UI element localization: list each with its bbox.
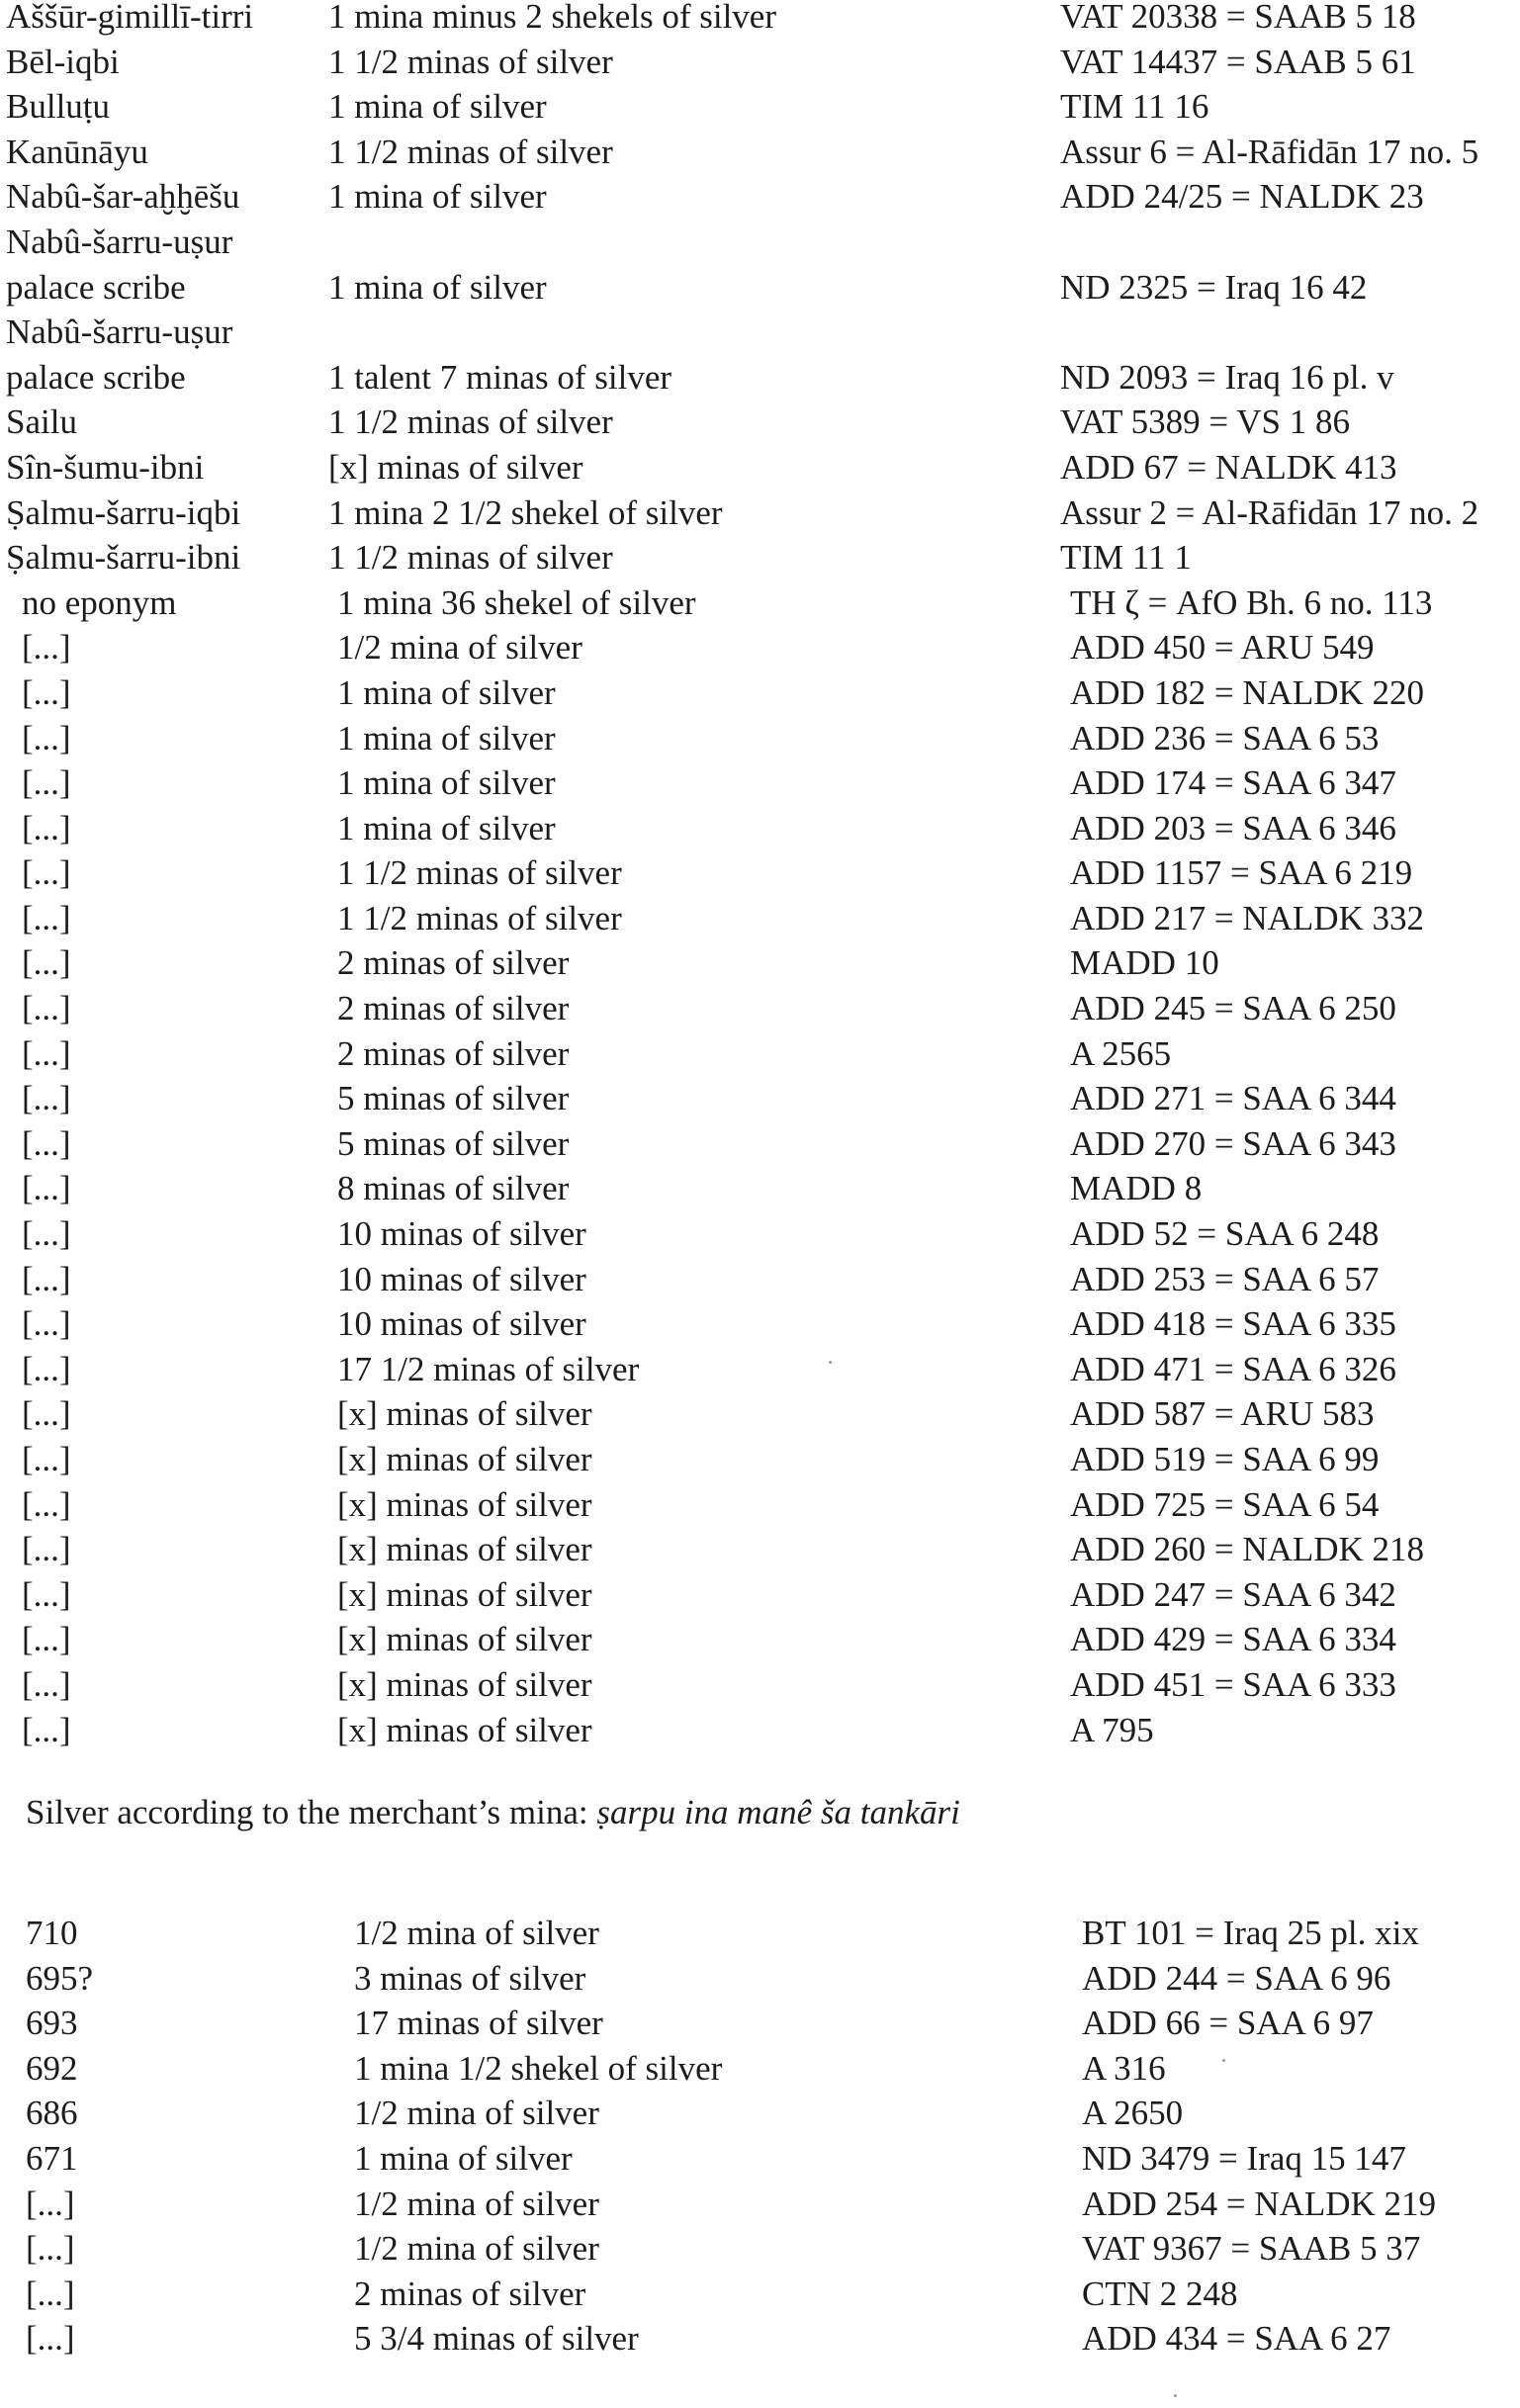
text-reference-cell: ADD 271 = SAA 6 344	[1070, 1079, 1396, 1118]
text-reference-cell: MADD 10	[1070, 943, 1219, 983]
amount-cell: [x] minas of silver	[337, 1394, 592, 1434]
eponym-cell: [...]	[22, 898, 71, 937]
text-reference-cell: ND 2093 = Iraq 16 pl. v	[1060, 357, 1394, 397]
amount-cell: 17 minas of silver	[354, 2004, 603, 2043]
table-row	[0, 40, 1520, 85]
amount-cell: 1 mina minus 2 shekels of silver	[328, 0, 777, 36]
eponym-cell: [...]	[22, 1079, 71, 1118]
table-row	[0, 2046, 1520, 2092]
table-row	[0, 491, 1520, 536]
eponym-cell: [...]	[22, 1259, 71, 1298]
amount-cell: 1 mina of silver	[328, 177, 547, 217]
eponym-cell: Sîn-šumu-ibni	[6, 447, 205, 487]
text-reference-cell: VAT 9367 = SAAB 5 37	[1082, 2229, 1421, 2269]
amount-cell: 1 mina of silver	[337, 672, 556, 712]
eponym-cell: [...]	[22, 672, 71, 712]
eponym-cell: [...]	[22, 989, 71, 1028]
table-row	[0, 2226, 1520, 2272]
eponym-cell: [...]	[22, 1484, 71, 1524]
table-row	[0, 580, 1520, 626]
amount-cell: 1 1/2 minas of silver	[328, 402, 613, 442]
table-row	[0, 445, 1520, 491]
eponym-cell: palace scribe	[6, 267, 186, 307]
amount-cell: 17 1/2 minas of silver	[337, 1349, 640, 1388]
table-row	[0, 400, 1520, 445]
eponym-cell: 710	[26, 1914, 78, 1952]
table-row	[0, 1257, 1520, 1302]
amount-cell: 1 1/2 minas of silver	[337, 898, 622, 937]
amount-cell: 1/2 mina of silver	[354, 2094, 599, 2133]
table-row	[0, 0, 1520, 40]
amount-cell: [x] minas of silver	[337, 1484, 592, 1524]
amount-cell: 1 1/2 minas of silver	[328, 538, 613, 578]
table-row	[0, 2316, 1520, 2362]
table-row	[0, 1166, 1520, 1211]
text-reference-cell: ADD 429 = SAA 6 334	[1070, 1620, 1396, 1659]
table-row	[0, 1572, 1520, 1618]
eponym-cell: [...]	[22, 1620, 71, 1659]
scan-speck	[829, 1361, 832, 1364]
text-reference-cell: ADD 270 = SAA 6 343	[1070, 1123, 1396, 1163]
table-row	[0, 2182, 1520, 2227]
scan-speck	[1174, 2394, 1177, 2397]
table-row	[0, 1662, 1520, 1708]
table-row	[0, 84, 1520, 130]
amount-cell: 1 mina 2 1/2 shekel of silver	[328, 492, 723, 532]
table-row	[0, 850, 1520, 896]
table-row	[0, 1911, 1520, 1956]
table-row	[0, 716, 1520, 761]
amount-cell: 1 1/2 minas of silver	[337, 853, 622, 893]
eponym-cell: [...]	[22, 1304, 71, 1344]
text-reference-cell: ADD 1157 = SAA 6 219	[1070, 853, 1413, 893]
table-row	[0, 625, 1520, 670]
eponym-cell: no eponym	[22, 582, 177, 622]
amount-cell: 1 1/2 minas of silver	[328, 132, 613, 171]
amount-cell: [x] minas of silver	[328, 447, 583, 487]
text-reference-cell: ADD 253 = SAA 6 57	[1070, 1259, 1380, 1298]
amount-cell: 1/2 mina of silver	[354, 1914, 599, 1952]
scan-speck	[1222, 2059, 1225, 2062]
amount-cell: [x] minas of silver	[337, 1530, 592, 1569]
table-row	[0, 265, 1520, 311]
eponym-cell: [...]	[22, 943, 71, 983]
eponym-cell: Ṣalmu-šarru-ibni	[6, 538, 241, 578]
text-reference-cell: ADD 450 = ARU 549	[1070, 628, 1375, 668]
amount-cell: [x] minas of silver	[337, 1620, 592, 1659]
eponym-cell: 695?	[26, 1958, 94, 1998]
eponym-cell: [...]	[22, 1440, 71, 1478]
text-reference-cell: ADD 67 = NALDK 413	[1060, 447, 1397, 487]
eponym-cell: [...]	[26, 2184, 75, 2223]
table-row	[0, 310, 1520, 355]
eponym-cell: Bulluṭu	[6, 87, 111, 127]
amount-cell: 5 minas of silver	[337, 1123, 570, 1163]
section-heading	[26, 1790, 960, 1835]
amount-cell: 1 mina of silver	[328, 87, 547, 127]
amount-cell: 10 minas of silver	[337, 1259, 586, 1298]
table-row	[0, 1211, 1520, 1257]
table-row	[0, 1482, 1520, 1528]
eponym-cell: [...]	[22, 1123, 71, 1163]
text-reference-cell: ADD 236 = SAA 6 53	[1070, 718, 1380, 758]
table-row	[0, 130, 1520, 175]
text-reference-cell: TH ζ = AfO Bh. 6 no. 113	[1070, 582, 1433, 622]
table-row	[0, 1031, 1520, 1077]
table-row	[0, 1347, 1520, 1392]
text-reference-cell: ADD 519 = SAA 6 99	[1070, 1440, 1380, 1478]
text-reference-cell: ADD 471 = SAA 6 326	[1070, 1349, 1396, 1388]
table-row	[0, 806, 1520, 851]
text-reference-cell: ADD 725 = SAA 6 54	[1070, 1484, 1380, 1524]
amount-cell: 1/2 mina of silver	[354, 2229, 599, 2269]
eponym-cell: Kanūnāyu	[6, 132, 148, 171]
eponym-cell: 671	[26, 2138, 78, 2178]
amount-cell: 2 minas of silver	[337, 1033, 570, 1073]
eponym-cell: [...]	[22, 1710, 71, 1749]
amount-cell: [x] minas of silver	[337, 1664, 592, 1704]
eponym-cell: 686	[26, 2094, 78, 2133]
text-reference-cell: ADD 182 = NALDK 220	[1070, 672, 1425, 712]
amount-cell: 1 mina 36 shekel of silver	[337, 582, 696, 622]
text-reference-cell: Assur 2 = Al-Rāfidān 17 no. 2	[1060, 492, 1479, 532]
text-reference-cell: ADD 247 = SAA 6 342	[1070, 1574, 1396, 1614]
amount-cell: 2 minas of silver	[354, 2274, 586, 2313]
text-reference-cell: ND 3479 = Iraq 15 147	[1082, 2138, 1406, 2178]
amount-cell: 3 minas of silver	[354, 1958, 586, 1998]
amount-cell: 10 minas of silver	[337, 1304, 586, 1344]
text-reference-cell: TIM 11 16	[1060, 87, 1209, 127]
eponym-cell: [...]	[26, 2319, 75, 2359]
table-row	[0, 1527, 1520, 1572]
amount-cell: 1/2 mina of silver	[337, 628, 582, 668]
eponym-cell: palace scribe	[6, 357, 186, 397]
text-reference-cell: A 2650	[1082, 2094, 1184, 2133]
text-reference-cell: ADD 244 = SAA 6 96	[1082, 1958, 1391, 1998]
table-row	[0, 896, 1520, 941]
text-reference-cell: VAT 20338 = SAAB 5 18	[1060, 0, 1416, 36]
table-row	[0, 174, 1520, 220]
text-reference-cell: ADD 174 = SAA 6 347	[1070, 763, 1396, 803]
table-row	[0, 1391, 1520, 1437]
eponym-cell: [...]	[22, 628, 71, 668]
eponym-cell: Nabû-šarru-uṣur	[6, 222, 233, 261]
eponym-cell: [...]	[22, 1664, 71, 1704]
amount-cell: 5 minas of silver	[337, 1079, 570, 1118]
text-reference-cell: MADD 8	[1070, 1169, 1203, 1208]
section-heading-phrase: ṣarpu ina manê ša tankāri	[596, 1793, 960, 1831]
amount-cell: 1 talent 7 minas of silver	[328, 357, 672, 397]
table-row	[0, 940, 1520, 986]
table-row	[0, 1956, 1520, 2002]
amount-cell: [x] minas of silver	[337, 1574, 592, 1614]
eponym-cell: [...]	[22, 763, 71, 803]
eponym-cell: [...]	[22, 1349, 71, 1388]
text-reference-cell: VAT 5389 = VS 1 86	[1060, 402, 1351, 442]
text-reference-cell: CTN 2 248	[1082, 2274, 1238, 2313]
text-reference-cell: A 316	[1082, 2048, 1166, 2088]
table-row	[0, 986, 1520, 1031]
eponym-cell: [...]	[22, 1574, 71, 1614]
text-reference-cell: ND 2325 = Iraq 16 42	[1060, 267, 1368, 307]
eponym-cell: 692	[26, 2048, 78, 2088]
eponym-cell: Ṣalmu-šarru-iqbi	[6, 492, 241, 532]
table-row	[0, 2136, 1520, 2182]
text-reference-cell: ADD 245 = SAA 6 250	[1070, 989, 1396, 1028]
text-reference-cell: ADD 451 = SAA 6 333	[1070, 1664, 1396, 1704]
amount-cell: 1 1/2 minas of silver	[328, 42, 613, 81]
amount-cell: 1 mina of silver	[354, 2138, 573, 2178]
text-reference-cell: ADD 217 = NALDK 332	[1070, 898, 1425, 937]
eponym-cell: [...]	[22, 1033, 71, 1073]
loan-table-merchant-mina	[0, 1911, 1520, 2362]
text-reference-cell: Assur 6 = Al-Rāfidān 17 no. 5	[1060, 132, 1479, 171]
text-reference-cell: ADD 66 = SAA 6 97	[1082, 2004, 1374, 2043]
text-reference-cell: ADD 418 = SAA 6 335	[1070, 1304, 1396, 1344]
eponym-cell: [...]	[26, 2274, 75, 2313]
text-reference-cell: TIM 11 1	[1060, 538, 1192, 578]
eponym-cell: 693	[26, 2004, 78, 2043]
table-row	[0, 1301, 1520, 1347]
text-reference-cell: ADD 587 = ARU 583	[1070, 1394, 1375, 1434]
table-row	[0, 1617, 1520, 1662]
eponym-cell: [...]	[22, 1530, 71, 1569]
text-reference-cell: BT 101 = Iraq 25 pl. xix	[1082, 1914, 1419, 1952]
table-row	[0, 1437, 1520, 1482]
text-reference-cell: ADD 260 = NALDK 218	[1070, 1530, 1425, 1569]
eponym-cell: [...]	[22, 718, 71, 758]
amount-cell: 1 mina 1/2 shekel of silver	[354, 2048, 723, 2088]
table-row	[0, 220, 1520, 265]
eponym-cell: [...]	[22, 853, 71, 893]
eponym-cell: Aššūr-gimillī-tirri	[6, 0, 254, 36]
amount-cell: 8 minas of silver	[337, 1169, 570, 1208]
eponym-cell: Nabû-šarru-uṣur	[6, 312, 233, 352]
eponym-cell: Bēl-iqbi	[6, 42, 120, 81]
amount-cell: 1 mina of silver	[337, 808, 556, 847]
table-row	[0, 2091, 1520, 2136]
text-reference-cell: ADD 254 = NALDK 219	[1082, 2184, 1437, 2223]
amount-cell: 5 3/4 minas of silver	[354, 2319, 639, 2359]
text-reference-cell: A 795	[1070, 1710, 1154, 1749]
amount-cell: [x] minas of silver	[337, 1440, 592, 1478]
text-reference-cell: A 2565	[1070, 1033, 1172, 1073]
amount-cell: 1 mina of silver	[328, 267, 547, 307]
eponym-cell: Sailu	[6, 402, 77, 442]
eponym-cell: [...]	[22, 808, 71, 847]
amount-cell: [x] minas of silver	[337, 1710, 592, 1749]
eponym-cell: [...]	[22, 1169, 71, 1208]
text-reference-cell: ADD 434 = SAA 6 27	[1082, 2319, 1391, 2359]
table-row	[0, 1076, 1520, 1121]
table-row	[0, 2272, 1520, 2317]
text-reference-cell: ADD 24/25 = NALDK 23	[1060, 177, 1424, 217]
text-reference-cell: ADD 203 = SAA 6 346	[1070, 808, 1396, 847]
table-row	[0, 535, 1520, 580]
table-row	[0, 355, 1520, 401]
amount-cell: 1 mina of silver	[337, 763, 556, 803]
amount-cell: 2 minas of silver	[337, 989, 570, 1028]
eponym-cell: [...]	[22, 1214, 71, 1254]
table-row	[0, 670, 1520, 716]
eponym-cell: [...]	[22, 1394, 71, 1434]
section-heading-prefix: Silver according to the merchant’s mina:	[26, 1793, 597, 1831]
table-row	[0, 1708, 1520, 1753]
amount-cell: 1 mina of silver	[337, 718, 556, 758]
eponym-cell: Nabû-šar-aḫḫēšu	[6, 177, 240, 217]
amount-cell: 10 minas of silver	[337, 1214, 586, 1254]
table-row	[0, 2001, 1520, 2046]
table-row	[0, 760, 1520, 806]
eponym-cell: [...]	[26, 2229, 75, 2269]
text-reference-cell: ADD 52 = SAA 6 248	[1070, 1214, 1380, 1254]
table-row	[0, 1121, 1520, 1167]
text-reference-cell: VAT 14437 = SAAB 5 61	[1060, 42, 1416, 81]
amount-cell: 2 minas of silver	[337, 943, 570, 983]
amount-cell: 1/2 mina of silver	[354, 2184, 599, 2223]
